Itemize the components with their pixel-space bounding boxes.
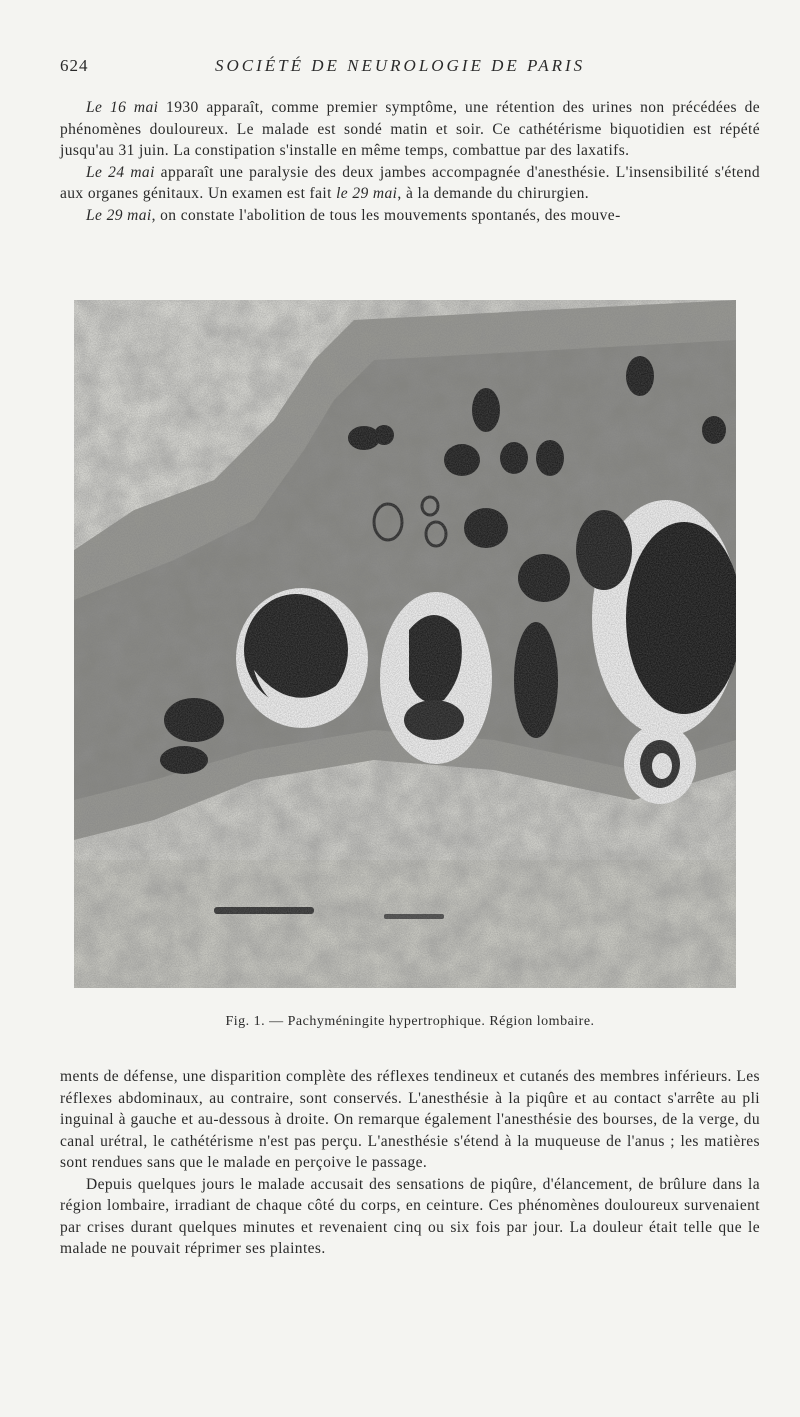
date-ref: Le 24 mai <box>86 163 155 181</box>
top-text-block <box>60 97 760 226</box>
date-ref: Le 16 mai <box>86 99 159 116</box>
histology-micrograph <box>74 300 736 988</box>
date-ref: Le 29 mai <box>86 206 152 224</box>
paragraph <box>60 205 760 227</box>
paragraph-text: , à la demande du chirurgien. <box>397 185 590 202</box>
paragraph <box>60 162 760 205</box>
paragraph-text: , on constate l'abolition de tous les mouvements spontanés, des mouve- <box>151 206 621 224</box>
date-ref: le 29 mai <box>336 185 398 202</box>
page-number: 624 <box>60 56 89 75</box>
paragraph-text: apparaît une paralysie des deux jambes accompagnée d'anesthésie. L'insensibilité s'étend aux organes génitaux. Un examen est fait <box>60 163 761 202</box>
paragraph: ments de défense, une disparition complète des réflexes tendineux et cutanés des membres inférieurs. Les réflexes abdominaux, au contraire, sont conservés. L'anesthésie à la piqûre et au contact s'arrête au pli inguinal à gauche et au-dessous à droite. On remarque également l'anesthésie des bourses, de la verge, du canal urétral, le cathétérisme n'est pas perçu. L'anesthésie s'étend à la muqueuse de l'anus ; les matières sont rendues sans que le malade en perçoive le passage. <box>60 1068 760 1171</box>
paragraph: Depuis quelques jours le malade accusait des sensations de piqûre, d'élancement, de brûlure dans la région lombaire, irradiant de chaque côté du corps, en ceinture. Ces phénomènes douloureux survenaient par crises durant quelques minutes et revenaient cinq ou six fois par jour. La douleur était telle que le malade ne pouvait réprimer ses plaintes. <box>60 1175 760 1257</box>
running-title: SOCIÉTÉ DE NEUROLOGIE DE PARIS <box>215 56 586 75</box>
figure-caption: Fig. 1. — Pachyméningite hypertrophique. Région lombaire. <box>225 1014 595 1029</box>
page-header <box>60 56 760 80</box>
micrograph-image <box>74 300 736 988</box>
bottom-text-block <box>60 1066 760 1260</box>
paragraph <box>60 97 760 162</box>
paragraph-text: 1930 apparaît, comme premier symptôme, une rétention des urines non précédées de phénomènes douloureux. Le malade est sondé matin et soir. Ce cathétérisme biquotidien est répété jusqu'au 31 juin. La constipation s'installe en même temps, combattue par des laxatifs. <box>60 99 760 159</box>
